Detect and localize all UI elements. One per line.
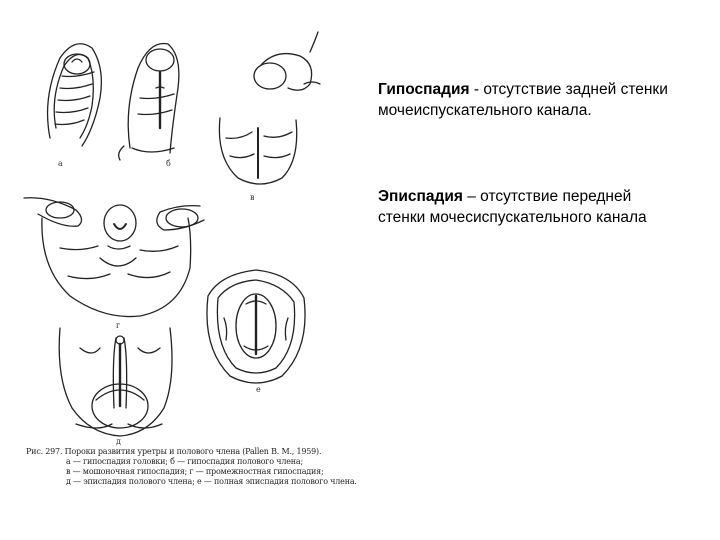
hypospadias-definition: [378, 79, 678, 121]
panel-label-c: в: [250, 193, 255, 202]
hypospadias-description: - отсутствие задней стенки мочеиспускательного канала.: [378, 81, 668, 119]
panel-label-f: е: [256, 385, 261, 394]
panel-label-b: б: [166, 159, 171, 168]
panel-label-a: а: [58, 159, 63, 168]
epispadias-definition: [378, 186, 678, 228]
caption-line: Рис. 297. Пороки развития уретры и полового члена (Pallen B. M., 1959).: [26, 447, 322, 456]
figure-caption: [26, 447, 357, 487]
panel-c-drawing: [219, 32, 320, 184]
caption-line: а — гипоспадия головки; б — гипоспадия полового члена;: [66, 457, 303, 466]
anatomical-illustration: [20, 28, 357, 498]
panel-a-drawing: [48, 44, 102, 146]
hypospadias-term: Гипоспадия: [378, 81, 470, 98]
illustration-svg: [20, 28, 357, 498]
caption-line: д — эписпадия полового члена; е — полная эписпадия полового члена.: [66, 477, 357, 486]
panel-f-drawing: [207, 270, 305, 383]
panel-label-d: г: [116, 321, 121, 330]
caption-line: в — мошоночная гипоспадия; г — промежностная гипоспадия;: [66, 467, 324, 476]
panel-b-drawing: [119, 44, 179, 161]
epispadias-term: Эписпадия: [378, 188, 463, 205]
panel-label-e: д: [116, 437, 121, 446]
panel-e-drawing: [59, 328, 172, 436]
epispadias-description: – отсутствие передней стенки мочесиспускательного канала: [378, 188, 647, 226]
panel-d-drawing: [24, 198, 204, 317]
